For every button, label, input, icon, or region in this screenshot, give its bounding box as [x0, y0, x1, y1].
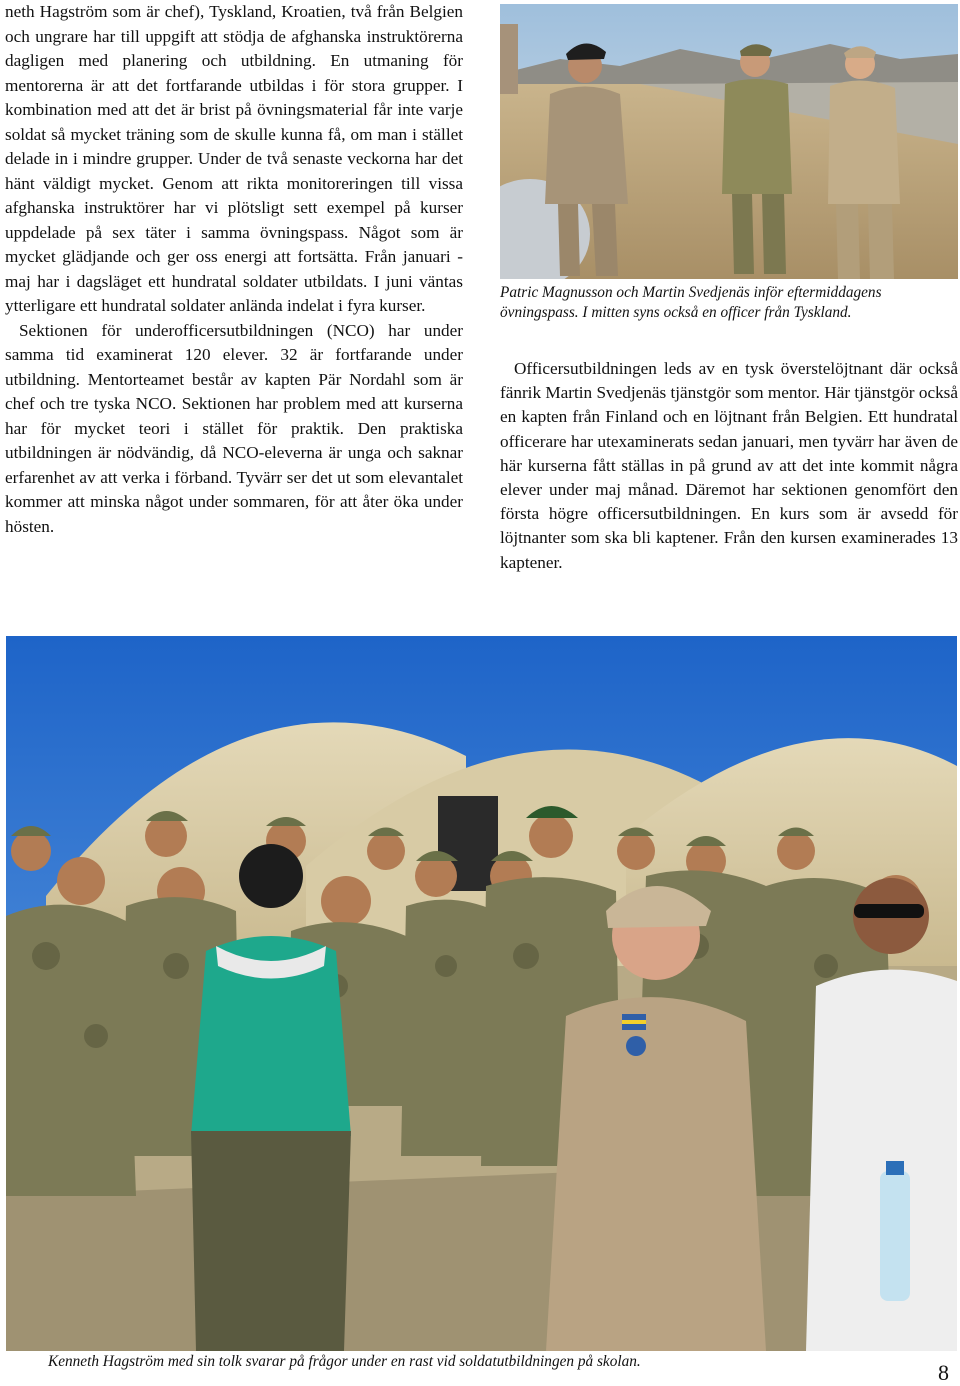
- photo-soldier-training-image: [6, 636, 957, 1351]
- paragraph-right-1: Officersutbildningen leds av en tysk överstelöjtnant där också fänrik Martin Svedjenäs tjänstgör som mentor. Här tjänstgör också en kapten från Finland och en löjtnant från Belgien. Ett hundratal officerare har utexaminerats sedan januari, men tyvärr har även de här kurserna fått ställas in på grund av att det inte kommit några elever under maj månad. Däremot har sektionen genomfört den första högre officersutbildningen. En kurs som är avsedd för löjtnanter som ska bli kaptener. Från den kursen examinerades 13 kaptener.: [500, 359, 958, 572]
- photo-soldier-training: [6, 636, 957, 1351]
- photo-caption-top: Patric Magnusson och Martin Svedjenäs inför eftermiddagens övningspass. I mitten syns också en officer från Tyskland.: [500, 284, 882, 321]
- paragraph-left-2: Sektionen för underofficersutbildningen (NCO) har under samma tid examinerat 120 elever. 32 är fortfarande under utbildning. Mentorteamet består av kapten Pär Nordahl som är chef och tre tyska NCO. Sektionen har problem med att kurserna har för mycket teori i stället för praktik. Den praktiska utbildningen är nödvändig, då NCO-eleverna är unga och saknar erfarenhet av att verka i förband. Tyvärr ser det ut som elevantalet kommer att minska något under sommaren, för att åter öka under hösten.: [5, 320, 463, 536]
- paragraph-left-1: neth Hagström som är chef), Tyskland, Kroatien, två från Belgien och ungrare har till uppgift att stödja de afghanska instruktörerna dagligen med planering och utbildning. En utmaning för mentorerna är att det fortfarande utbildas i för stora grupper. I kombination med att det är brist på övningsmaterial får inte varje soldat så mycket träning som de skulle kunna få, om man i stället delade in i mindre grupper. Under de två senaste veckorna har det hänt väldigt mycket. Genom att rikta monitoreringen till vissa afghanska instruktörer har vi plötsligt sett exempel på kurser uppdelade på sex täter i samma övningspass. Något som är mycket glädjande och ger oss energi att fortsätta. Från januari - maj har i dagsläget ett hundratal soldater utbildats. I juni väntas ytterligare ett hundratal soldater anlända indelat i fyra kurser.: [5, 2, 463, 315]
- page-number: 8: [938, 1360, 949, 1385]
- article-left-column: [5, 0, 463, 539]
- photo-officers: [500, 4, 958, 279]
- photo-caption-bottom: Kenneth Hagström med sin tolk svarar på frågor under en rast vid soldatutbildningen på skolan.: [48, 1353, 641, 1370]
- photo-officers-image: [500, 4, 958, 279]
- article-right-column: [500, 357, 958, 575]
